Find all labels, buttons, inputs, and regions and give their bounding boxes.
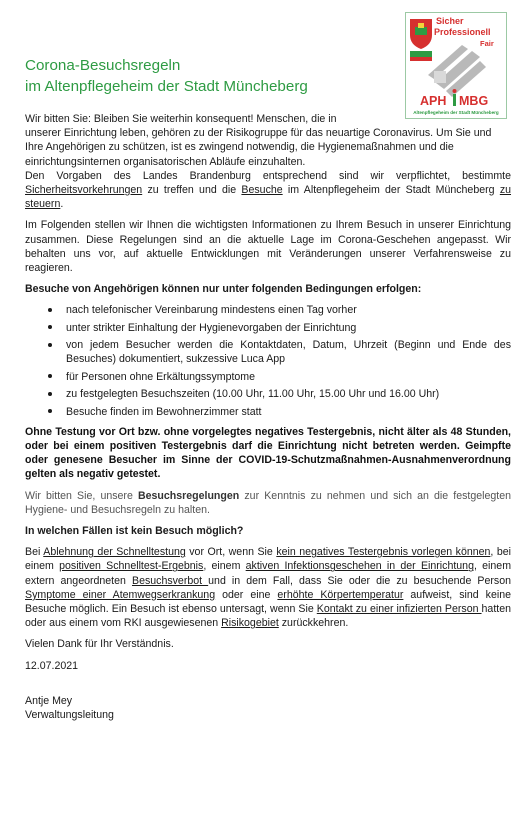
conditions-list <box>25 303 511 418</box>
underlined-besuche: Besuche <box>241 184 283 197</box>
kein-underlined: positiven Schnelltest-Ergebnis <box>59 560 204 573</box>
bitten-paragraph <box>25 489 511 517</box>
testing-paragraph: Ohne Testung vor Ort bzw. ohne vorgelegtes negatives Testergebnis, nicht älter als 48 Stunden, oder bei einem positiven Testergebnis darf die Einrichtung nicht betreten werden. Geimpfte oder genesene Besucher im Sinne der COVID-19-Schutzmaßnahmen-Ausnahmenverordnung gelten als negativ getestet. <box>25 425 511 481</box>
logo-mbg: MBG <box>459 94 489 108</box>
kein-text: , bei einem <box>25 546 511 573</box>
vorgaben-text-c: im Altenpflegeheim der Stadt Müncheberg <box>282 184 500 197</box>
list-item: von jedem Besucher werden die Kontaktdaten, Datum, Uhrzeit (Beginn und Ende des Besuches) dokumentiert, sukzessive Luca App <box>25 338 511 366</box>
kein-underlined: Kontakt zu einer infizierten Person <box>316 603 482 616</box>
kein-text: zurückkehren. <box>278 617 349 630</box>
logo-line-1: Sicher <box>436 16 464 26</box>
kein-text: , einem <box>203 560 246 573</box>
intro-line-2: unserer Einrichtung leben, gehören zu der Risikogruppe für das neuartige Coronavirus. Um Sie und Ihre Angehörigen zu schützen, ist es zwingend notwendig, die Hygienemaßnahmen und die einrichtungsinternen organisatorischen Abläufe einzuhalten. <box>25 127 492 168</box>
document-body <box>25 112 511 722</box>
kein-text: oder eine <box>215 588 278 601</box>
folgenden-paragraph: Im Folgenden stellen wir Ihnen die wichtigsten Informationen zu Ihrem Besuch in unserer Einrichtung zusammen. Diese Regelungen sind an die aktuelle Lage im Corona-Geschehen angepasst. Wir behalten uns vor, auf aktuelle Entwicklungen mit Veränderungen unserer Verfahrensweise zu reagieren. <box>25 219 511 275</box>
vorgaben-paragraph <box>25 169 511 212</box>
list-item: Besuche finden im Bewohnerzimmer statt <box>25 405 511 419</box>
logo-caption: Altenpflegeheim der Stadt Müncheberg <box>413 110 499 115</box>
logo-line-3: Fair <box>480 39 494 48</box>
kein-underlined: Risikogebiet <box>221 617 279 630</box>
kein-underlined: Ablehnung der Schnelltestung <box>43 546 186 559</box>
kein-heading: In welchen Fällen ist kein Besuch möglich? <box>25 525 244 538</box>
kein-text: Bei <box>25 546 44 559</box>
signature-role: Verwaltungsleitung <box>25 709 114 722</box>
underlined-sicherheitsvorkehrungen: Sicherheitsvorkehrungen <box>25 184 143 197</box>
logo-graphic <box>406 13 506 118</box>
kein-underlined: Besuchsverbot <box>132 574 209 587</box>
kein-text: aufweist, sind keine Besuche möglich. Ein Besuch ist ebenso untersagt, wenn Sie <box>25 588 512 616</box>
document-date: 12.07.2021 <box>25 659 79 672</box>
kein-text: hatten oder aus einem vom RKI ausgewiesenen <box>25 603 511 630</box>
logo-line-2: Professionell <box>434 27 491 37</box>
kein-underlined: Symptome einer Atemwegserkrankung <box>25 588 216 601</box>
kein-text: , einem extern angeordneten <box>25 560 512 587</box>
kein-underlined: aktiven Infektionsgeschehen in der Einrichtung <box>245 560 474 573</box>
bedingungen-heading: Besuche von Angehörigen können nur unter folgenden Bedingungen erfolgen: <box>25 283 422 296</box>
kein-paragraph <box>25 545 511 630</box>
kein-text: und in dem Fall, dass Sie oder die zu besuchende Person <box>208 574 511 587</box>
kein-underlined: kein negatives Testergebnis vorlegen können <box>276 546 491 559</box>
list-item: unter strikter Einhaltung der Hygienevorgaben der Einrichtung <box>25 321 511 335</box>
title-line-2: im Altenpflegeheim der Stadt Müncheberg <box>25 78 308 95</box>
list-item: nach telefonischer Vereinbarung mindestens einen Tag vorher <box>25 303 511 317</box>
intro-line-1: Wir bitten Sie: Bleiben Sie weiterhin konsequent! Menschen, die in <box>25 113 337 125</box>
title-line-1: Corona-Besuchsregeln <box>25 57 181 74</box>
bitten-text-a: Wir bitten Sie, unsere <box>25 489 138 502</box>
signature-name: Antje Mey <box>25 694 73 707</box>
vorgaben-text-d: . <box>60 198 64 211</box>
list-item: für Personen ohne Erkältungssymptome <box>25 370 511 384</box>
list-item: zu festgelegten Besuchszeiten (10.00 Uhr, 11.00 Uhr, 15.00 Uhr und 16.00 Uhr) <box>25 387 511 401</box>
kein-underlined: erhöhte Körpertemperatur <box>277 588 404 601</box>
vorgaben-text-b: zu treffen und die <box>142 184 242 197</box>
vorgaben-text-a: Den Vorgaben des Landes Brandenburg entsprechend sind wir verpflichtet, bestimmte <box>25 169 511 182</box>
intro-paragraph <box>25 112 511 169</box>
document-title <box>25 55 308 97</box>
logo-aph: APH <box>420 94 447 108</box>
bitten-besuchsregelungen: Besuchsregelungen <box>137 489 240 502</box>
thanks-line: Vielen Dank für Ihr Verständnis. <box>25 638 174 651</box>
kein-text: vor Ort, wenn Sie <box>185 546 277 559</box>
underlined-zu-steuern: zu steuern <box>25 184 512 211</box>
bitten-text-c: zur Kenntnis zu nehmen und sich an die festgelegten Hygiene- und Besuchsregeln zu halten. <box>25 489 512 516</box>
aph-mbg-logo <box>405 12 507 119</box>
